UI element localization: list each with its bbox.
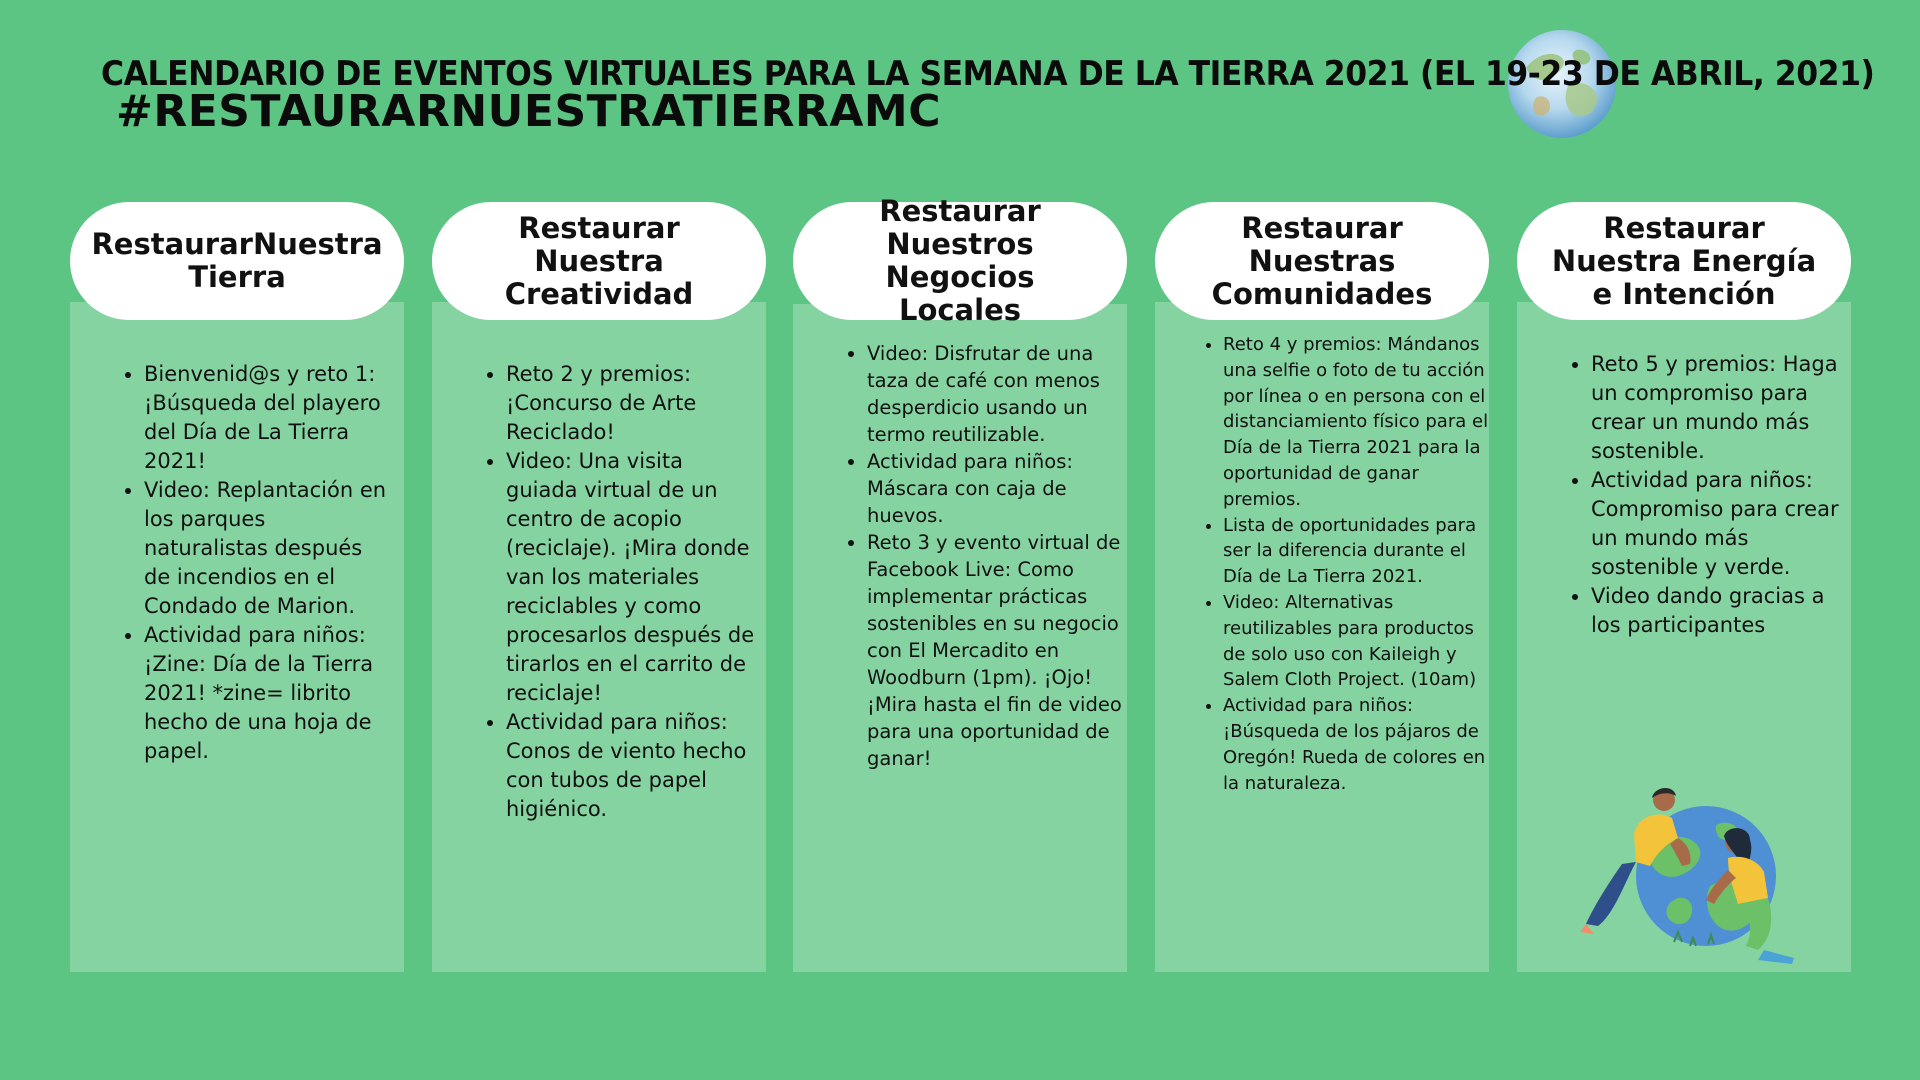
card-title-line: Restaurar xyxy=(879,194,1041,228)
card-title-line: Restaurar xyxy=(1241,210,1403,245)
event-list xyxy=(1199,332,1489,796)
card-title-line: Locales xyxy=(898,293,1022,327)
card-title-line: Nuestra Energía xyxy=(1551,243,1817,278)
card-title xyxy=(869,195,1051,327)
hashtag: #RESTAURARNUESTRATIERRAMC xyxy=(116,86,941,137)
card-title-line: Nuestros xyxy=(886,227,1034,261)
day-card-2 xyxy=(432,202,766,972)
card-title-line: Nuestra xyxy=(534,243,664,278)
event-item: • Reto 2 y premios: ¡Concurso de Arte Reciclado! xyxy=(506,360,756,447)
card-title-line: RestaurarNuestra xyxy=(91,227,383,261)
card-title-line: Tierra xyxy=(188,260,286,294)
card-title-line: Nuestras xyxy=(1248,243,1396,278)
card-header xyxy=(432,202,766,320)
event-item: • Reto 4 y premios: Mándanos una selfie o foto de tu acción por línea o en persona con el distanciamiento físico para el Día de la Tierra 2021 para la oportunidad de ganar premios. xyxy=(1223,332,1489,513)
event-item: • Video: Disfrutar de una taza de café con menos desperdicio usando un termo reutilizable. xyxy=(867,340,1127,448)
event-list xyxy=(843,340,1127,772)
event-item: • Video: Replantación en los parques naturalistas después de incendios en el Condado de Marion. xyxy=(144,476,394,621)
card-title-line: e Intención xyxy=(1592,276,1776,311)
card-header xyxy=(1155,202,1489,320)
card-title xyxy=(495,212,704,311)
event-item: • Reto 5 y premios: Haga un compromiso para crear un mundo más sostenible. xyxy=(1591,350,1851,466)
event-item: • Video dando gracias a los participantes xyxy=(1591,582,1851,640)
card-title-line: Negocios xyxy=(885,260,1035,294)
event-list xyxy=(1567,350,1851,640)
event-item: • Actividad para niños: Compromiso para crear un mundo más sostenible y verde. xyxy=(1591,466,1851,582)
card-title-line: Restaurar xyxy=(1603,210,1765,245)
card-title xyxy=(1202,212,1443,311)
event-item: • Actividad para niños: Máscara con caja de huevos. xyxy=(867,448,1127,529)
card-title xyxy=(81,228,392,294)
card-header xyxy=(793,194,1127,327)
day-card-3 xyxy=(793,194,1127,972)
event-item: • Actividad para niños: ¡Búsqueda de los pájaros de Oregón! Rueda de colores en la naturaleza. xyxy=(1223,693,1489,796)
event-list xyxy=(482,360,756,824)
event-item: • Lista de oportunidades para ser la diferencia durante el Día de La Tierra 2021. xyxy=(1223,513,1489,590)
day-card-4 xyxy=(1155,202,1489,972)
card-title-line: Restaurar xyxy=(518,210,680,245)
card-title-line: Creatividad xyxy=(504,276,694,311)
event-item: • Video: Una visita guiada virtual de un centro de acopio (reciclaje). ¡Mira donde van los materiales reciclables y como procesarlos después de tirarlos en el carrito de reciclaje! xyxy=(506,447,756,708)
event-item: • Reto 3 y evento virtual de Facebook Live: Como implementar prácticas sostenibles en su negocio con El Mercadito en Woodburn (1pm). ¡Ojo! ¡Mira hasta el fin de video para una oportunidad de ganar! xyxy=(867,529,1127,772)
card-title-line: Comunidades xyxy=(1211,276,1433,311)
event-list xyxy=(120,360,394,766)
page-title: CALENDARIO DE EVENTOS VIRTUALES PARA LA SEMANA DE LA TIERRA 2021 (EL 19-23 DE ABRIL, 2021) xyxy=(101,54,1875,94)
event-item: • Video: Alternativas reutilizables para productos de solo uso con Kaileigh y Salem Cloth Project. (10am) xyxy=(1223,590,1489,693)
day-card-1 xyxy=(70,202,404,972)
card-header xyxy=(70,202,404,320)
people-hugging-earth-illustration xyxy=(1578,774,1818,964)
card-header xyxy=(1517,202,1851,320)
event-item: • Bienvenid@s y reto 1: ¡Búsqueda del playero del Día de La Tierra 2021! xyxy=(144,360,394,476)
event-item: • Actividad para niños: Conos de viento hecho con tubos de papel higiénico. xyxy=(506,708,756,824)
event-item: • Actividad para niños: ¡Zine: Día de la Tierra 2021! *zine= librito hecho de una hoja de papel. xyxy=(144,621,394,766)
card-title xyxy=(1542,212,1826,311)
